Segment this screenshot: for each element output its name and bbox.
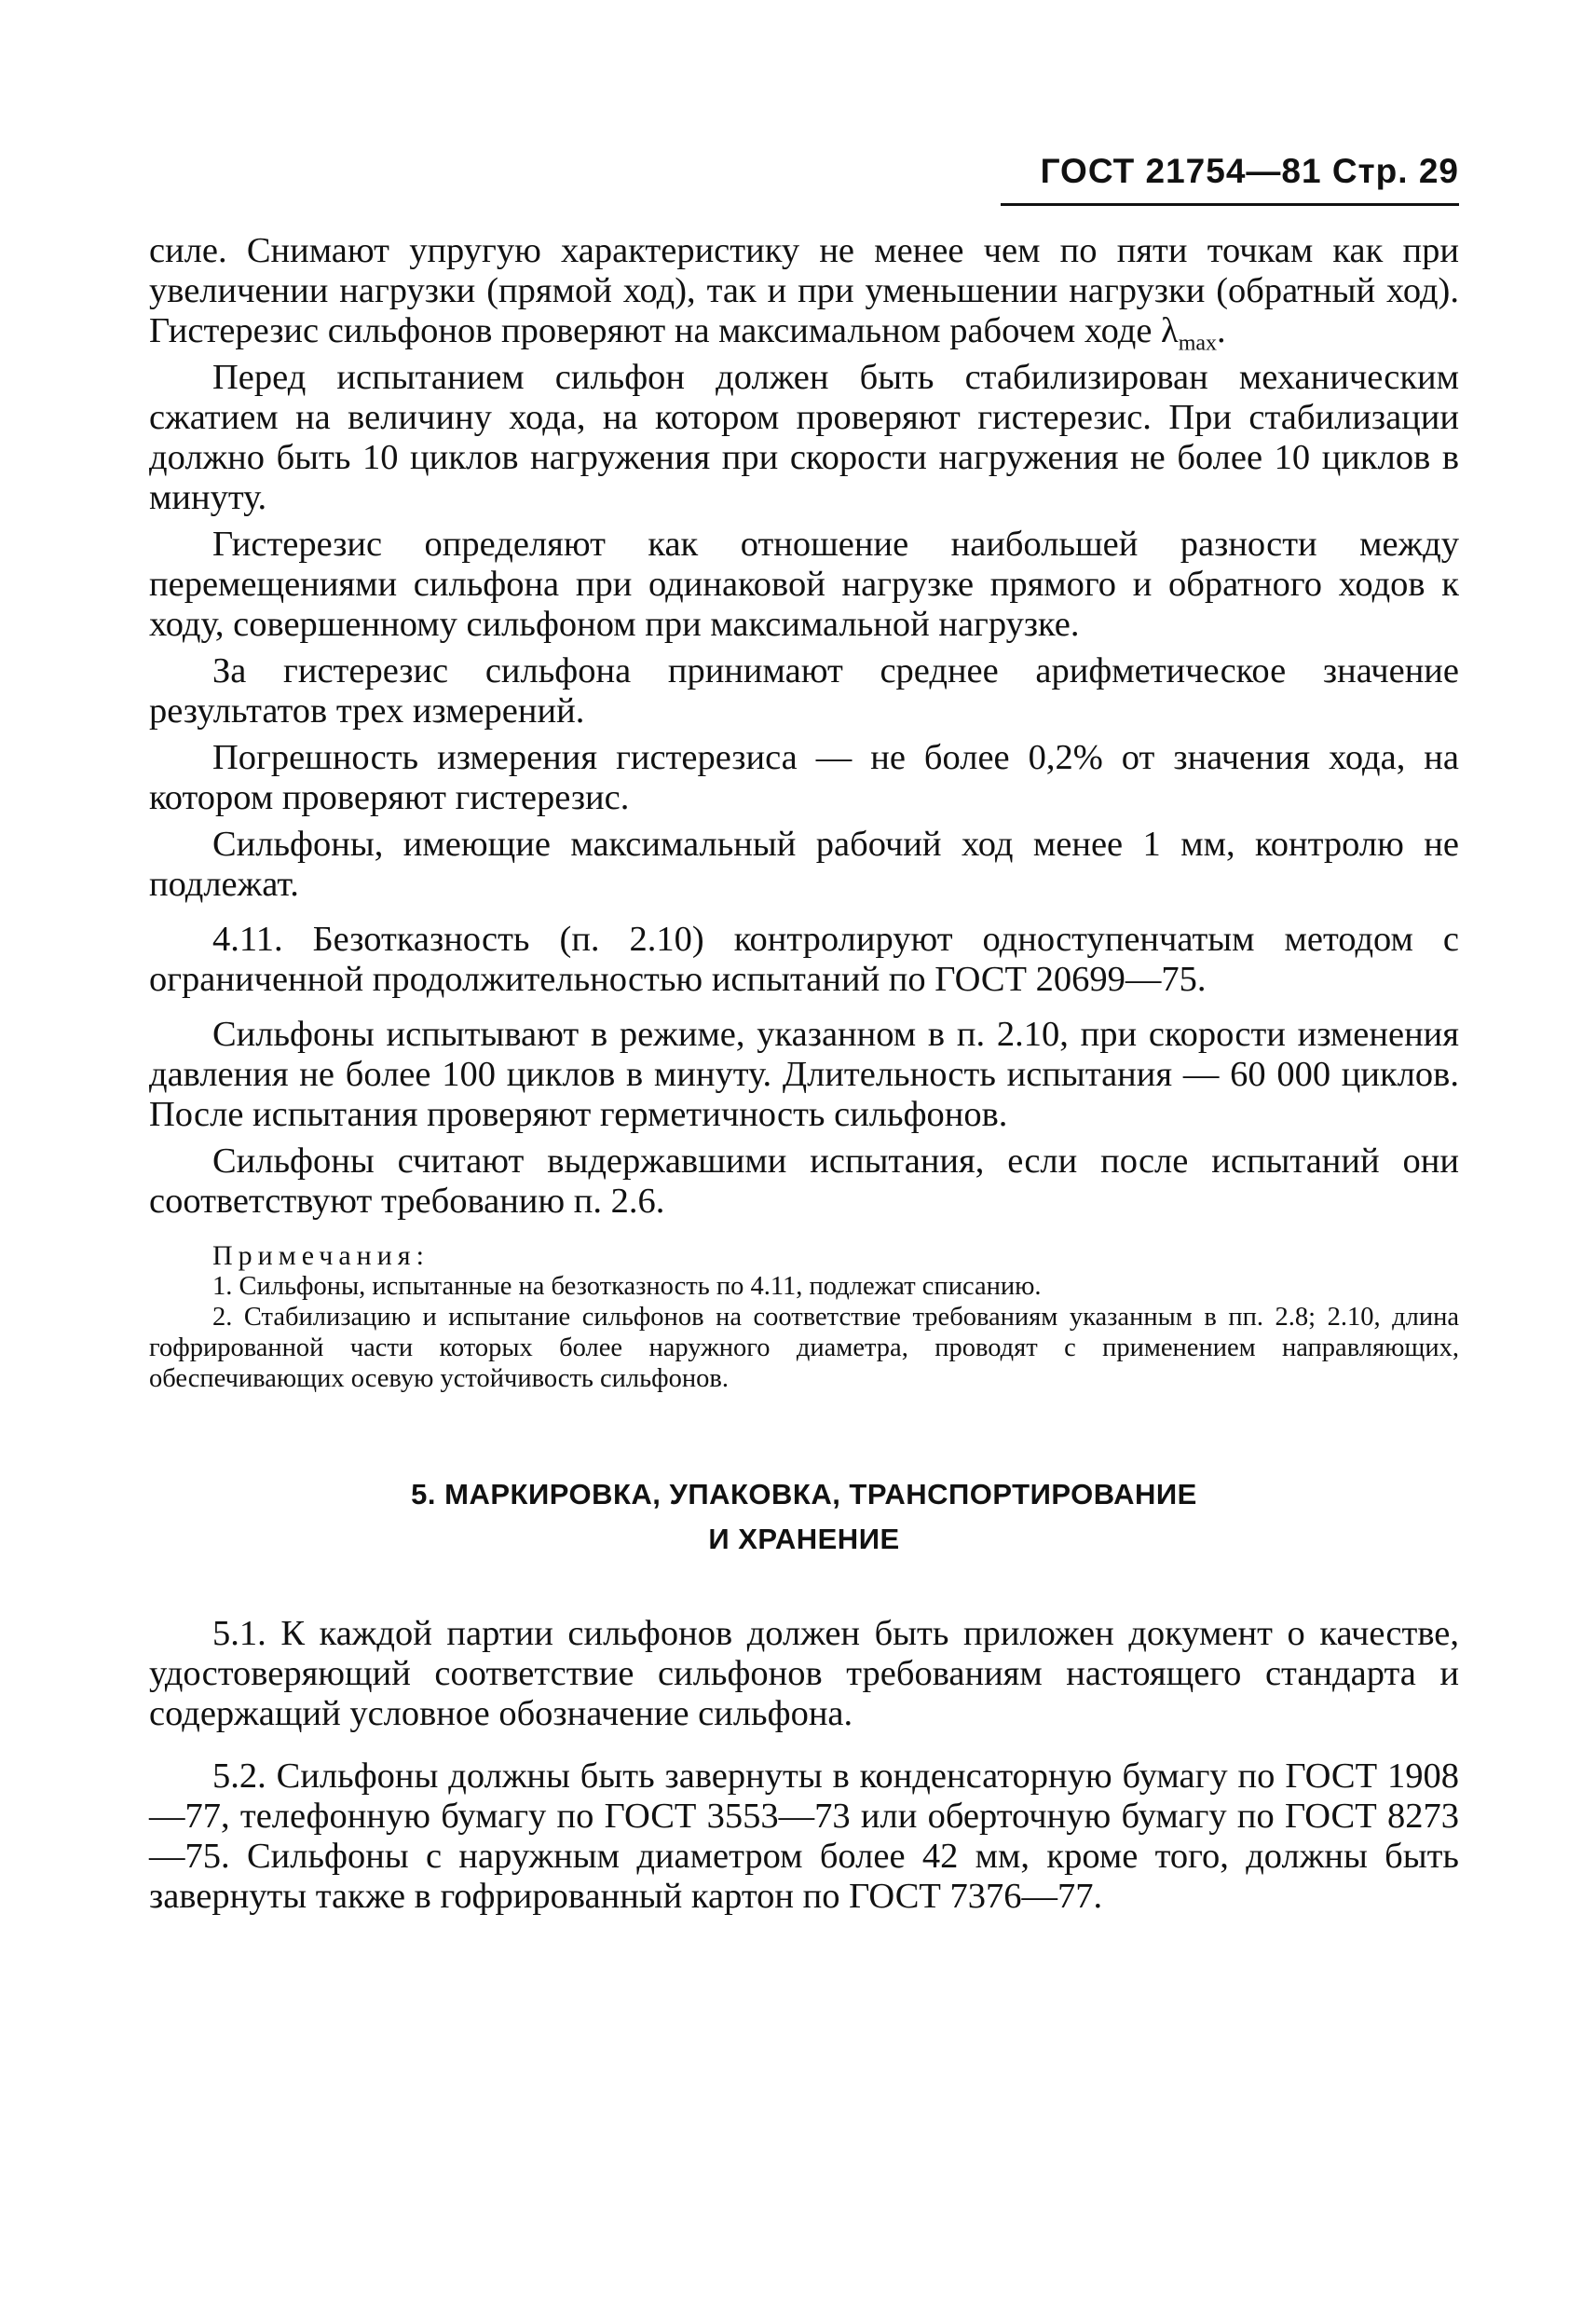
paragraph-hysteresis-definition: Гистерезис определяют как отношение наибольшей разности между перемещениями сильфона при одинаковой нагрузке прямого и обратного ходов к ходу, совершенному сильфоном при максимальной нагрузке. [149,525,1459,644]
header-rule [1001,203,1459,206]
note-item-2: 2. Стабилизацию и испытание сильфонов на соответствие требованиям указанным в пп. 2.8; 2.10, длина гофрированной части которых более наружного диаметра, проводят с применением направляющих, обеспечивающих осевую устойчивость сильфонов. [149,1303,1459,1393]
paragraph-4-11: 4.11. Безотказность (п. 2.10) контролируют одноступенчатым методом с ограниченной продолжительностью испытаний по ГОСТ 20699—75. [149,920,1459,999]
paragraph-hysteresis-intro [149,231,1459,356]
notes-title: Примечания: [212,1240,430,1271]
paragraph-end: . [1217,311,1226,350]
paragraph-5-1: 5.1. К каждой партии сильфонов должен быть приложен документ о качестве, удостоверяющий соответствие сильфонов требованиям настоящего стандарта и содержащий условное обозначение сильфона. [149,1614,1459,1733]
section-title-line-1: 5. МАРКИРОВКА, УПАКОВКА, ТРАНСПОРТИРОВАНИЕ [411,1478,1197,1510]
section-title-line-2: И ХРАНЕНИЕ [708,1523,900,1555]
running-head: ГОСТ 21754—81 Стр. 29 [1040,152,1459,190]
lambda-subscript: max [1178,331,1218,356]
page-content [149,231,1459,1917]
paragraph-test-passed: Сильфоны считают выдержавшими испытания, если после испытаний они соответствуют требованию п. 2.6. [149,1141,1459,1221]
paragraph-5-2: 5.2. Сильфоны должны быть завернуты в конденсаторную бумагу по ГОСТ 1908—77, телефонную бумагу по ГОСТ 3553—73 или оберточную бумагу по ГОСТ 8273—75. Сильфоны с наружным диаметром более 42 мм, кроме того, должны быть завернуты также в гофрированный картон по ГОСТ 7376—77. [149,1756,1459,1916]
paragraph-stabilization: Перед испытанием сильфон должен быть стабилизирован механическим сжатием на величину хода, на котором проверяют гистерезис. При стабилизации должно быть 10 циклов нагружения при скорости нагружения не более 10 циклов в минуту. [149,358,1459,517]
note-item-1: 1. Сильфоны, испытанные на безотказность по 4.11, подлежат списанию. [212,1272,1042,1301]
paragraph-exclusion: Сильфоны, имеющие максимальный рабочий ход менее 1 мм, контролю не подлежат. [149,825,1459,904]
notes-block [149,1240,1459,1394]
paragraph-error: Погрешность измерения гистерезиса — не более 0,2% от значения хода, на котором проверяют гистерезис. [149,738,1459,817]
paragraph-text: силе. Снимают упругую характеристику не менее чем по пяти точкам как при увеличении нагрузки (прямой ход), так и при уменьшении нагрузки (обратный ход). Гистерезис сильфонов проверяют на максимальном рабочем ходе λ [149,231,1459,350]
section-5-title [149,1472,1459,1562]
paragraph-average: За гистерезис сильфона принимают среднее арифметическое значение результатов трех измерений. [149,651,1459,731]
paragraph-test-mode: Сильфоны испытывают в режиме, указанном в п. 2.10, при скорости изменения давления не более 100 циклов в минуту. Длительность испытания — 60 000 циклов. После испытания проверяют герметичность сильфонов. [149,1015,1459,1134]
